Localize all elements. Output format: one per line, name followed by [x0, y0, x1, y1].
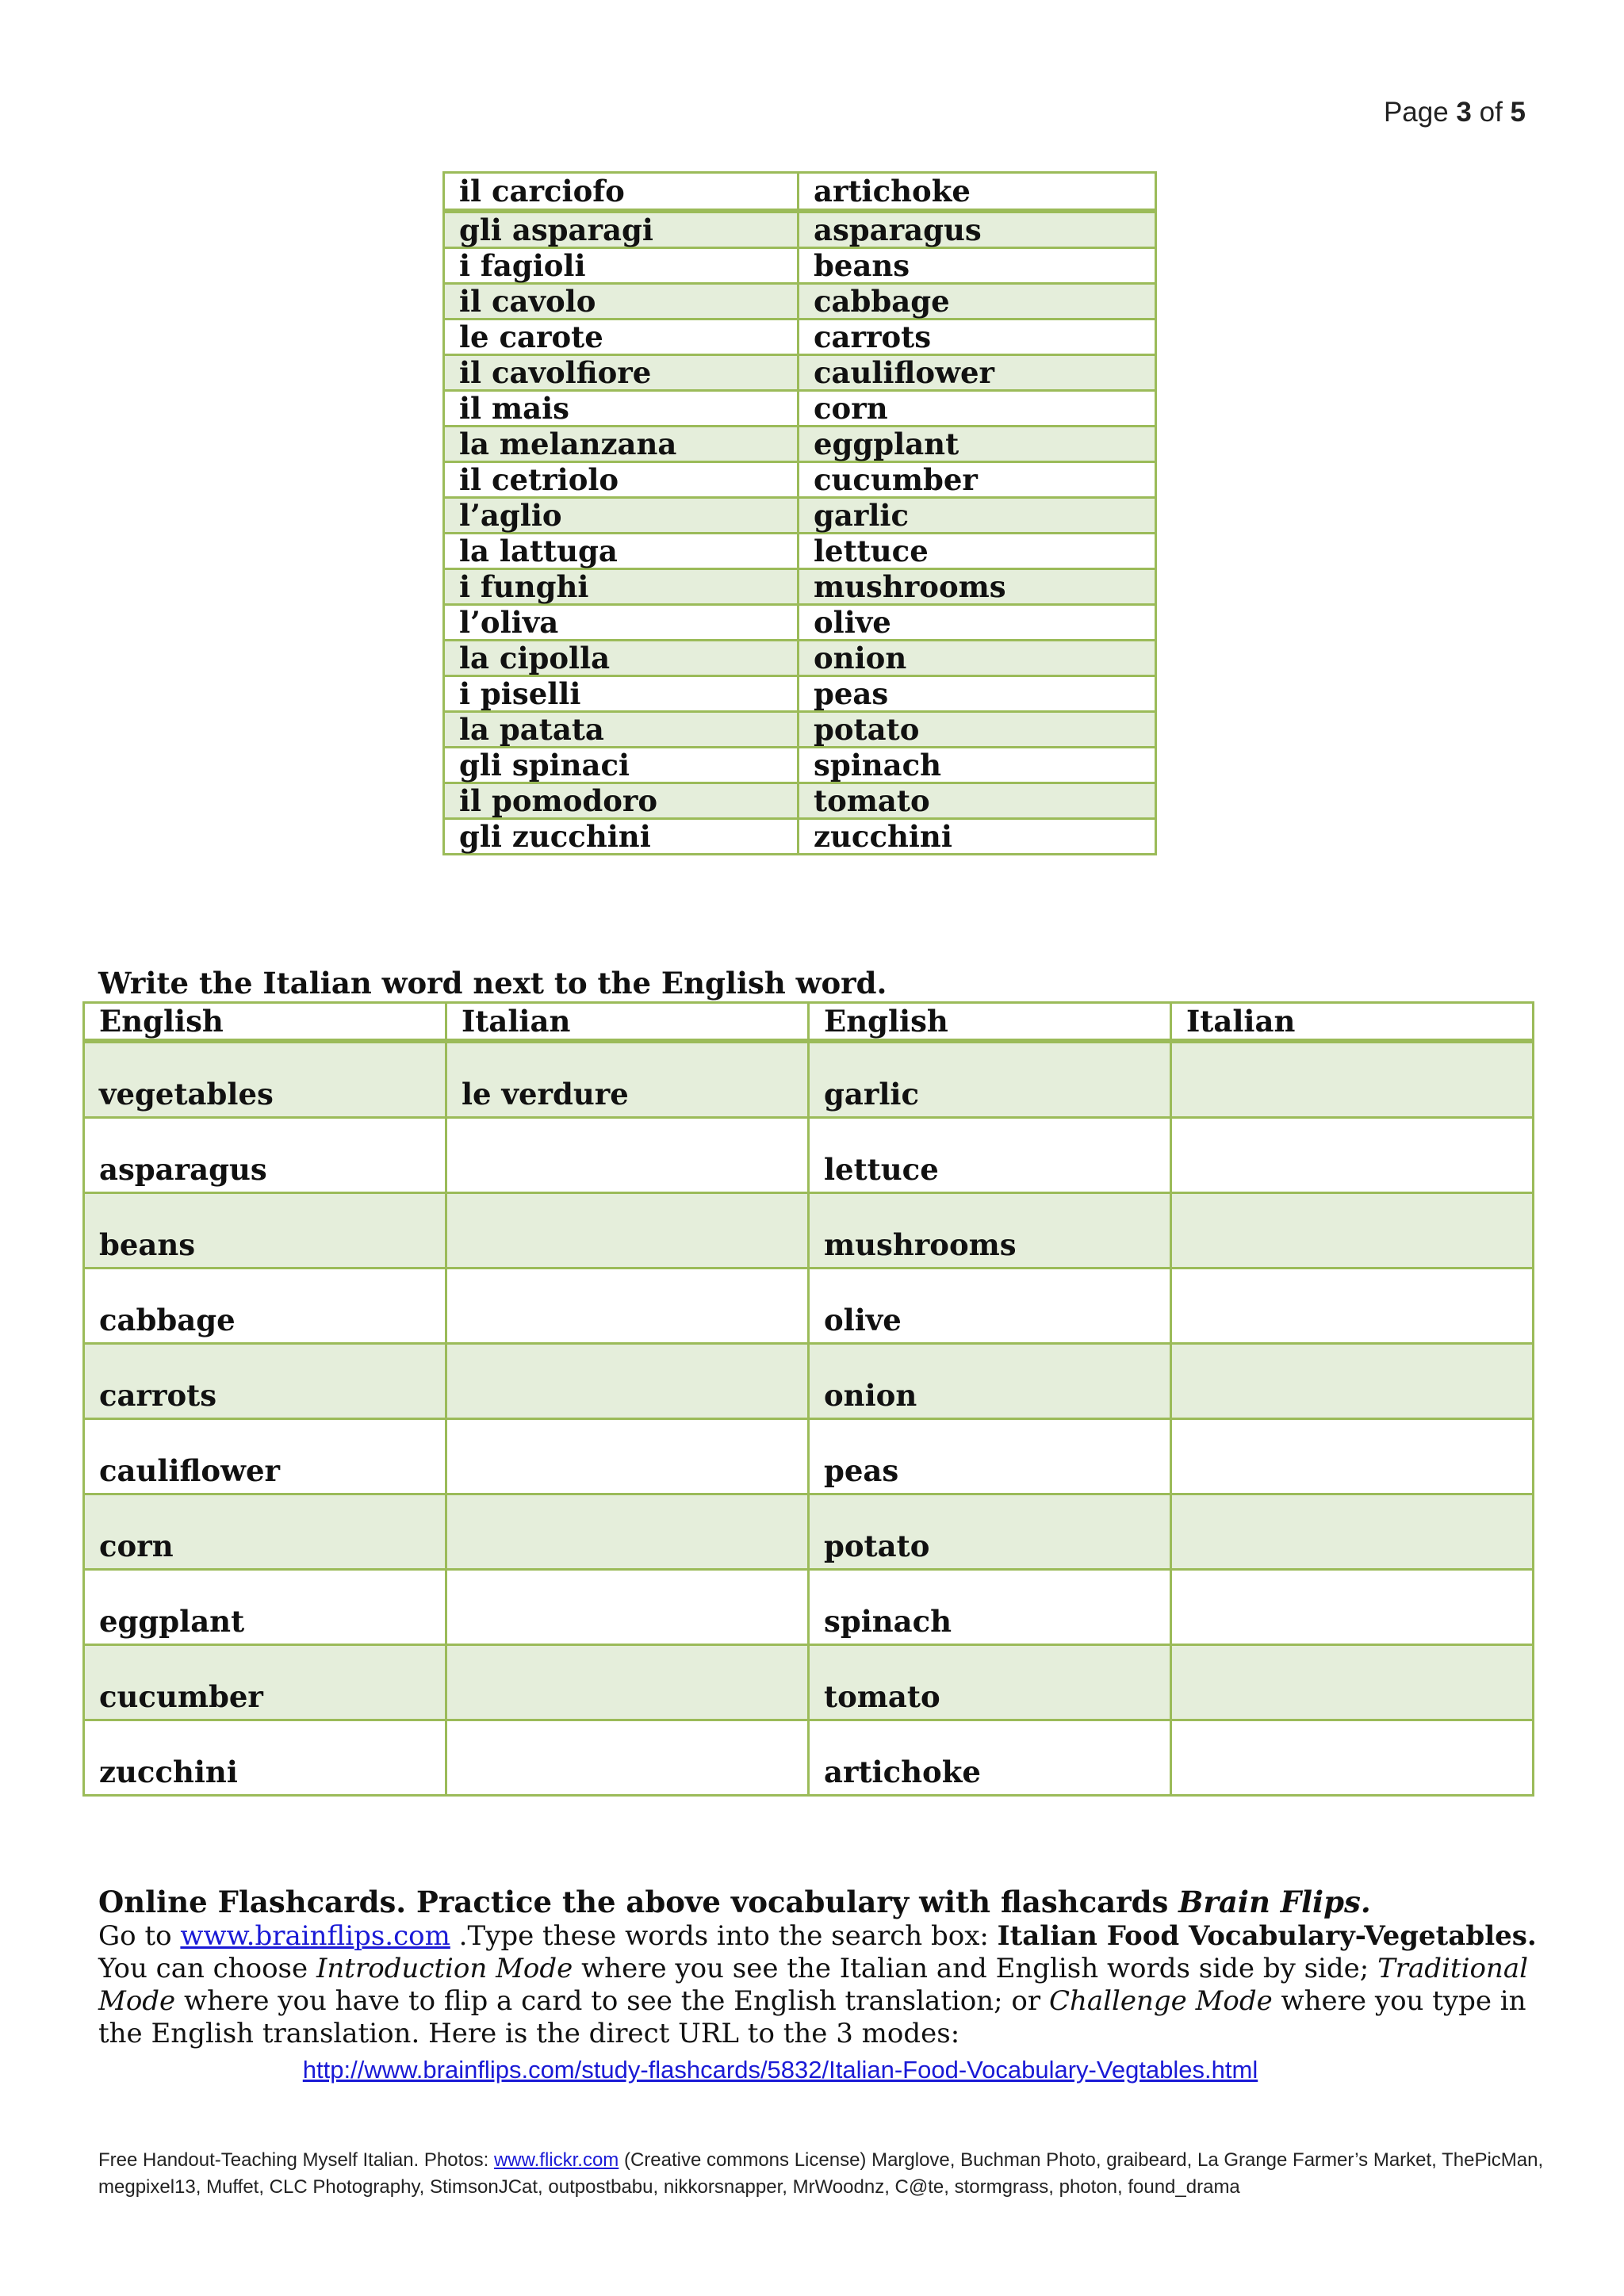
italian-answer-cell[interactable] [1171, 1269, 1534, 1344]
english-prompt-cell: lettuce [809, 1118, 1171, 1193]
english-word: peas [799, 676, 1156, 712]
italian-word: i piselli [444, 676, 799, 712]
direct-url-link[interactable]: http://www.brainflips.com/study-flashcards/5832/Italian-Food-Vocabulary-Vegtables.html [302, 2056, 1258, 2084]
english-prompt-cell: cauliflower [84, 1419, 446, 1494]
english-word: cauliflower [799, 355, 1156, 391]
italian-answer-cell[interactable] [446, 1344, 809, 1419]
vocab-row [444, 676, 1156, 712]
header-italian: Italian [1171, 1003, 1534, 1042]
vocab-row [444, 355, 1156, 391]
vocab-row [444, 748, 1156, 783]
vocab-row [444, 569, 1156, 605]
header-italian: Italian [446, 1003, 809, 1042]
vocab-row [444, 462, 1156, 498]
exercise-row [84, 1645, 1534, 1720]
italian-answer-cell[interactable] [1171, 1645, 1534, 1720]
italian-answer-cell[interactable] [1171, 1570, 1534, 1645]
vocab-row [444, 534, 1156, 569]
english-word: cabbage [799, 284, 1156, 320]
english-word: zucchini [799, 819, 1156, 855]
exercise-row [84, 1193, 1534, 1269]
online-flashcards-section [98, 1884, 1542, 2086]
english-prompt-cell: asparagus [84, 1118, 446, 1193]
english-word: mushrooms [799, 569, 1156, 605]
english-word: tomato [799, 783, 1156, 819]
english-word: eggplant [799, 427, 1156, 462]
english-word: beans [799, 248, 1156, 284]
english-word: corn [799, 391, 1156, 427]
english-prompt-cell: cabbage [84, 1269, 446, 1344]
english-prompt-cell: onion [809, 1344, 1171, 1419]
english-prompt-cell: eggplant [84, 1570, 446, 1645]
online-flashcards-title: Online Flashcards. Practice the above vocabulary with flashcards Brain Flips. [98, 1885, 1371, 1919]
english-word: carrots [799, 320, 1156, 355]
english-word: onion [799, 641, 1156, 676]
italian-answer-cell[interactable] [446, 1118, 809, 1193]
english-prompt-cell: cucumber [84, 1645, 446, 1720]
italian-word: la cipolla [444, 641, 799, 676]
italian-answer-cell[interactable] [1171, 1193, 1534, 1269]
english-word: asparagus [799, 211, 1156, 248]
vocab-row [444, 819, 1156, 855]
italian-word: il cetriolo [444, 462, 799, 498]
italian-word: la patata [444, 712, 799, 748]
exercise-row [84, 1570, 1534, 1645]
flickr-link[interactable]: www.flickr.com [493, 2149, 619, 2171]
vocab-row [444, 173, 1156, 212]
english-word: cucumber [799, 462, 1156, 498]
italian-answer-cell[interactable] [446, 1193, 809, 1269]
exercise-row [84, 1041, 1534, 1118]
exercise-row [84, 1419, 1534, 1494]
online-flashcards-text: Go to www.brainflips.com .Type these words into the search box: Italian Food Vocabulary-Vegetables. You can choose Introduction Mode where you see the Italian and English words side by side; Traditional Mode where you have to flip a card to see the English translation; or Challenge Mode where you type in the English translation. Here is the direct URL to the 3 modes: [98, 1920, 1537, 2049]
vocab-row [444, 427, 1156, 462]
english-prompt-cell: peas [809, 1419, 1171, 1494]
italian-answer-cell[interactable] [1171, 1494, 1534, 1570]
english-prompt-cell: zucchini [84, 1720, 446, 1796]
english-prompt-cell: mushrooms [809, 1193, 1171, 1269]
english-word: potato [799, 712, 1156, 748]
english-prompt-cell: vegetables [84, 1041, 446, 1118]
italian-word: i funghi [444, 569, 799, 605]
italian-word: il carciofo [444, 173, 799, 212]
english-prompt-cell: beans [84, 1193, 446, 1269]
header-english: English [84, 1003, 446, 1042]
italian-word: gli asparagi [444, 211, 799, 248]
vocab-row [444, 498, 1156, 534]
italian-answer-cell[interactable] [446, 1720, 809, 1796]
italian-answer-cell[interactable] [1171, 1041, 1534, 1118]
exercise-row [84, 1118, 1534, 1193]
italian-answer-cell[interactable] [446, 1645, 809, 1720]
italian-answer-cell[interactable] [446, 1419, 809, 1494]
english-word: olive [799, 605, 1156, 641]
vocab-row [444, 712, 1156, 748]
italian-answer-cell[interactable] [1171, 1720, 1534, 1796]
italian-word: l’oliva [444, 605, 799, 641]
english-prompt-cell: potato [809, 1494, 1171, 1570]
italian-word: gli spinaci [444, 748, 799, 783]
italian-answer-cell[interactable] [446, 1494, 809, 1570]
italian-word: il mais [444, 391, 799, 427]
italian-answer-cell[interactable]: le verdure [446, 1041, 809, 1118]
italian-answer-cell[interactable] [446, 1570, 809, 1645]
english-prompt-cell: tomato [809, 1645, 1171, 1720]
english-prompt-cell: artichoke [809, 1720, 1171, 1796]
vocab-row [444, 248, 1156, 284]
vocab-row [444, 605, 1156, 641]
english-prompt-cell: olive [809, 1269, 1171, 1344]
vocab-row [444, 391, 1156, 427]
italian-word: il cavolfiore [444, 355, 799, 391]
italian-word: la lattuga [444, 534, 799, 569]
italian-word: la melanzana [444, 427, 799, 462]
english-word: garlic [799, 498, 1156, 534]
exercise-header-row [84, 1003, 1534, 1042]
italian-word: l’aglio [444, 498, 799, 534]
italian-word: gli zucchini [444, 819, 799, 855]
english-prompt-cell: spinach [809, 1570, 1171, 1645]
vocabulary-table [442, 171, 1157, 855]
vocab-row [444, 284, 1156, 320]
page-number: Page 3 of 5 [1383, 97, 1526, 128]
english-word: spinach [799, 748, 1156, 783]
english-word: artichoke [799, 173, 1156, 212]
italian-answer-cell[interactable] [1171, 1344, 1534, 1419]
english-prompt-cell: garlic [809, 1041, 1171, 1118]
header-english: English [809, 1003, 1171, 1042]
footer-credits: Free Handout-Teaching Myself Italian. Photos: www.flickr.com (Creative commons License) Marglove, Buchman Photo, graibeard, La Grange Farmer’s Market, ThePicMan, megpixel13, Muffet, CLC Photography, StimsonJCat, outpostbabu, nikkorsnapper, MrWoodnz, C@te, stormgrass, photon, found_drama [98, 2149, 1544, 2198]
italian-word: i fagioli [444, 248, 799, 284]
vocab-row [444, 211, 1156, 248]
vocab-row [444, 641, 1156, 676]
exercise-table [82, 1001, 1534, 1797]
italian-answer-cell[interactable] [1171, 1118, 1534, 1193]
exercise-row [84, 1269, 1534, 1344]
exercise-instruction: Write the Italian word next to the English word. [98, 966, 887, 1001]
italian-answer-cell[interactable] [1171, 1419, 1534, 1494]
italian-word: il pomodoro [444, 783, 799, 819]
english-prompt-cell: carrots [84, 1344, 446, 1419]
italian-word: il cavolo [444, 284, 799, 320]
italian-answer-cell[interactable] [446, 1269, 809, 1344]
exercise-row [84, 1720, 1534, 1796]
brainflips-link[interactable]: www.brainflips.com [180, 1920, 450, 1952]
english-prompt-cell: corn [84, 1494, 446, 1570]
exercise-row [84, 1494, 1534, 1570]
exercise-row [84, 1344, 1534, 1419]
english-word: lettuce [799, 534, 1156, 569]
vocab-row [444, 320, 1156, 355]
vocab-row [444, 783, 1156, 819]
italian-word: le carote [444, 320, 799, 355]
